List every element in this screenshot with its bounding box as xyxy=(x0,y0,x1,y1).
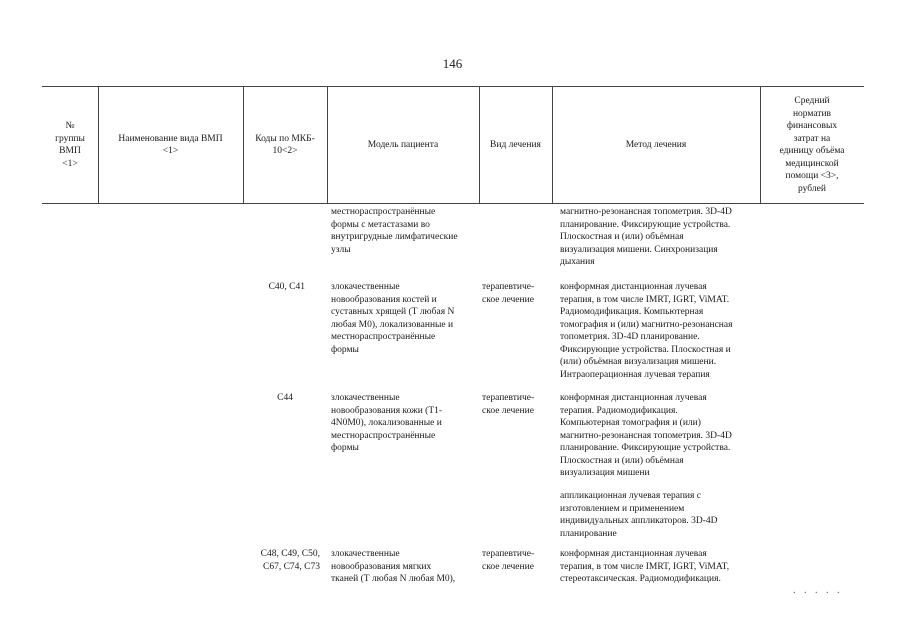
text-line: конформная дистанционная лучевая xyxy=(560,393,707,403)
table-header xyxy=(42,86,864,204)
text-line: планирование xyxy=(560,528,617,539)
row-3-treatment-method xyxy=(560,490,718,540)
row-2-icd-codes xyxy=(230,392,293,405)
text-line: узлы xyxy=(331,244,351,255)
text-line: <1> xyxy=(162,146,179,156)
text-line: томография и (или) магнитно-резонансная xyxy=(560,319,733,330)
text-line: 10<2> xyxy=(272,146,298,156)
text-line: Модель пациента xyxy=(367,139,439,150)
header-treatment-type xyxy=(490,139,541,152)
text-line: терапевтиче- xyxy=(482,282,535,292)
text-line: С67, С74, С73 xyxy=(262,561,320,572)
text-line: ВМП xyxy=(59,146,81,156)
text-line: Вид лечения xyxy=(490,139,541,150)
text-line: формы xyxy=(331,344,359,355)
text-line: затрат на xyxy=(793,133,831,144)
text-line: Интраоперационная лучевая терапия xyxy=(560,369,710,380)
text-line: визуализация мишени xyxy=(560,468,650,478)
text-line: 4N0M0), локализованные и xyxy=(331,418,442,428)
text-line: терапия, в том числе IMRT, IGRT, ViMAT, xyxy=(560,561,730,572)
row-1-treatment-type xyxy=(482,281,534,306)
text-line: Плоскостная и (или) объёмная xyxy=(560,232,684,242)
row-0-patient-model xyxy=(331,206,458,256)
text-line: (или) объёмная визуализация мишени. xyxy=(560,357,717,367)
text-line: изготовлением и применением xyxy=(560,503,685,514)
text-line: № xyxy=(65,121,75,131)
text-line: визуализация мишени. Синхронизация xyxy=(560,244,718,255)
row-1-treatment-method xyxy=(560,281,732,381)
text-line: норматив xyxy=(792,108,832,119)
text-line: индивидуальных аппликаторов. 3D-4D xyxy=(560,516,718,526)
text-line: Радиомодификация. Компьютерная xyxy=(560,307,704,317)
text-line: Средний xyxy=(794,96,830,106)
text-line: Компьютерная томография и (или) xyxy=(560,418,701,428)
row-2-treatment-type xyxy=(482,392,534,417)
row-2-patient-model xyxy=(331,392,442,455)
text-line: местнораспространённые xyxy=(331,207,436,217)
text-line: <1> xyxy=(62,158,78,169)
text-line: новообразования костей и xyxy=(331,294,437,305)
row-4-treatment-method xyxy=(560,548,729,586)
text-line: финансовых xyxy=(786,121,838,131)
text-line: группы xyxy=(55,133,85,144)
text-line: Метод лечения xyxy=(625,139,687,150)
text-line: Коды по МКБ- xyxy=(255,133,315,144)
header-vmp-name xyxy=(118,133,222,158)
text-line: С48, С49, С50, xyxy=(260,549,320,559)
header-treatment-method xyxy=(626,139,687,152)
row-2-treatment-method xyxy=(560,392,732,480)
text-line: Плоскостная и (или) объёмная xyxy=(560,455,684,466)
text-line: местнораспространённые xyxy=(331,430,436,441)
text-line: любая М0), локализованные и xyxy=(331,319,454,330)
header-icd-codes xyxy=(255,133,315,158)
text-line: магнитно-резонансная топометрия. 3D-4D xyxy=(560,430,732,441)
text-line: новообразования мягких xyxy=(331,561,432,572)
text-line: конформная дистанционная лучевая xyxy=(560,549,707,559)
text-line: злокачественные xyxy=(331,393,400,403)
text-line: злокачественные xyxy=(331,549,400,559)
text-line: планирование. Фиксирующие устройства. xyxy=(560,219,731,230)
row-1-icd-codes xyxy=(230,281,305,294)
text-line: злокачественные xyxy=(331,282,400,292)
text-line: ское лечение xyxy=(482,405,534,416)
text-line: терапия. Радиомодификация. xyxy=(560,405,678,416)
header-patient-model xyxy=(368,139,438,152)
text-line: дыхания xyxy=(560,257,595,267)
header-financial-norm xyxy=(779,95,844,195)
text-line: С40, С41 xyxy=(268,282,305,292)
text-line: внутригрудные лимфатические xyxy=(331,232,458,242)
text-line: единицу объёма xyxy=(779,146,845,156)
text-line: медицинской xyxy=(785,158,839,169)
text-line: помощи <3>, xyxy=(785,171,839,181)
text-line: аппликационная лучевая терапия с xyxy=(560,491,701,501)
header-group-number xyxy=(55,120,85,170)
text-line: конформная дистанционная лучевая xyxy=(560,282,707,292)
text-line: ское лечение xyxy=(482,294,534,305)
row-0-treatment-method xyxy=(560,206,732,269)
row-4-icd-codes xyxy=(235,548,320,573)
text-line: ское лечение xyxy=(482,561,534,572)
text-line: рублей xyxy=(798,183,826,194)
text-line: стереотаксическая. Радиомодификация. xyxy=(560,574,721,584)
row-1-patient-model xyxy=(331,281,454,356)
text-line: планирование. Фиксирующие устройства. xyxy=(560,443,731,453)
text-line: топометрия. 3D-4D планирование. xyxy=(560,332,700,342)
text-line: местнораспространённые xyxy=(331,332,436,342)
text-line: магнитно-резонансная топометрия. 3D-4D xyxy=(560,207,732,217)
row-4-treatment-type xyxy=(482,548,534,573)
text-line: Фиксирующие устройства. Плоскостная и xyxy=(560,344,731,355)
text-line: С44 xyxy=(277,393,293,403)
page-number: 146 xyxy=(442,56,463,71)
footer-marks: . . . . . xyxy=(793,585,843,596)
text-line: терапевтиче- xyxy=(482,393,535,403)
text-line: формы xyxy=(331,443,359,453)
text-line: терапия, в том числе IMRT, IGRT, ViMAT. xyxy=(560,294,730,305)
text-line: суставных хрящей (Т любая N xyxy=(331,307,455,317)
text-line: тканей (Т любая N любая M0), xyxy=(331,574,456,584)
text-line: новообразования кожи (Т1- xyxy=(331,405,443,416)
text-line: Наименование вида ВМП xyxy=(118,133,223,144)
text-line: формы с метастазами во xyxy=(331,219,430,230)
text-line: терапевтиче- xyxy=(482,549,535,559)
row-4-patient-model xyxy=(331,548,455,586)
